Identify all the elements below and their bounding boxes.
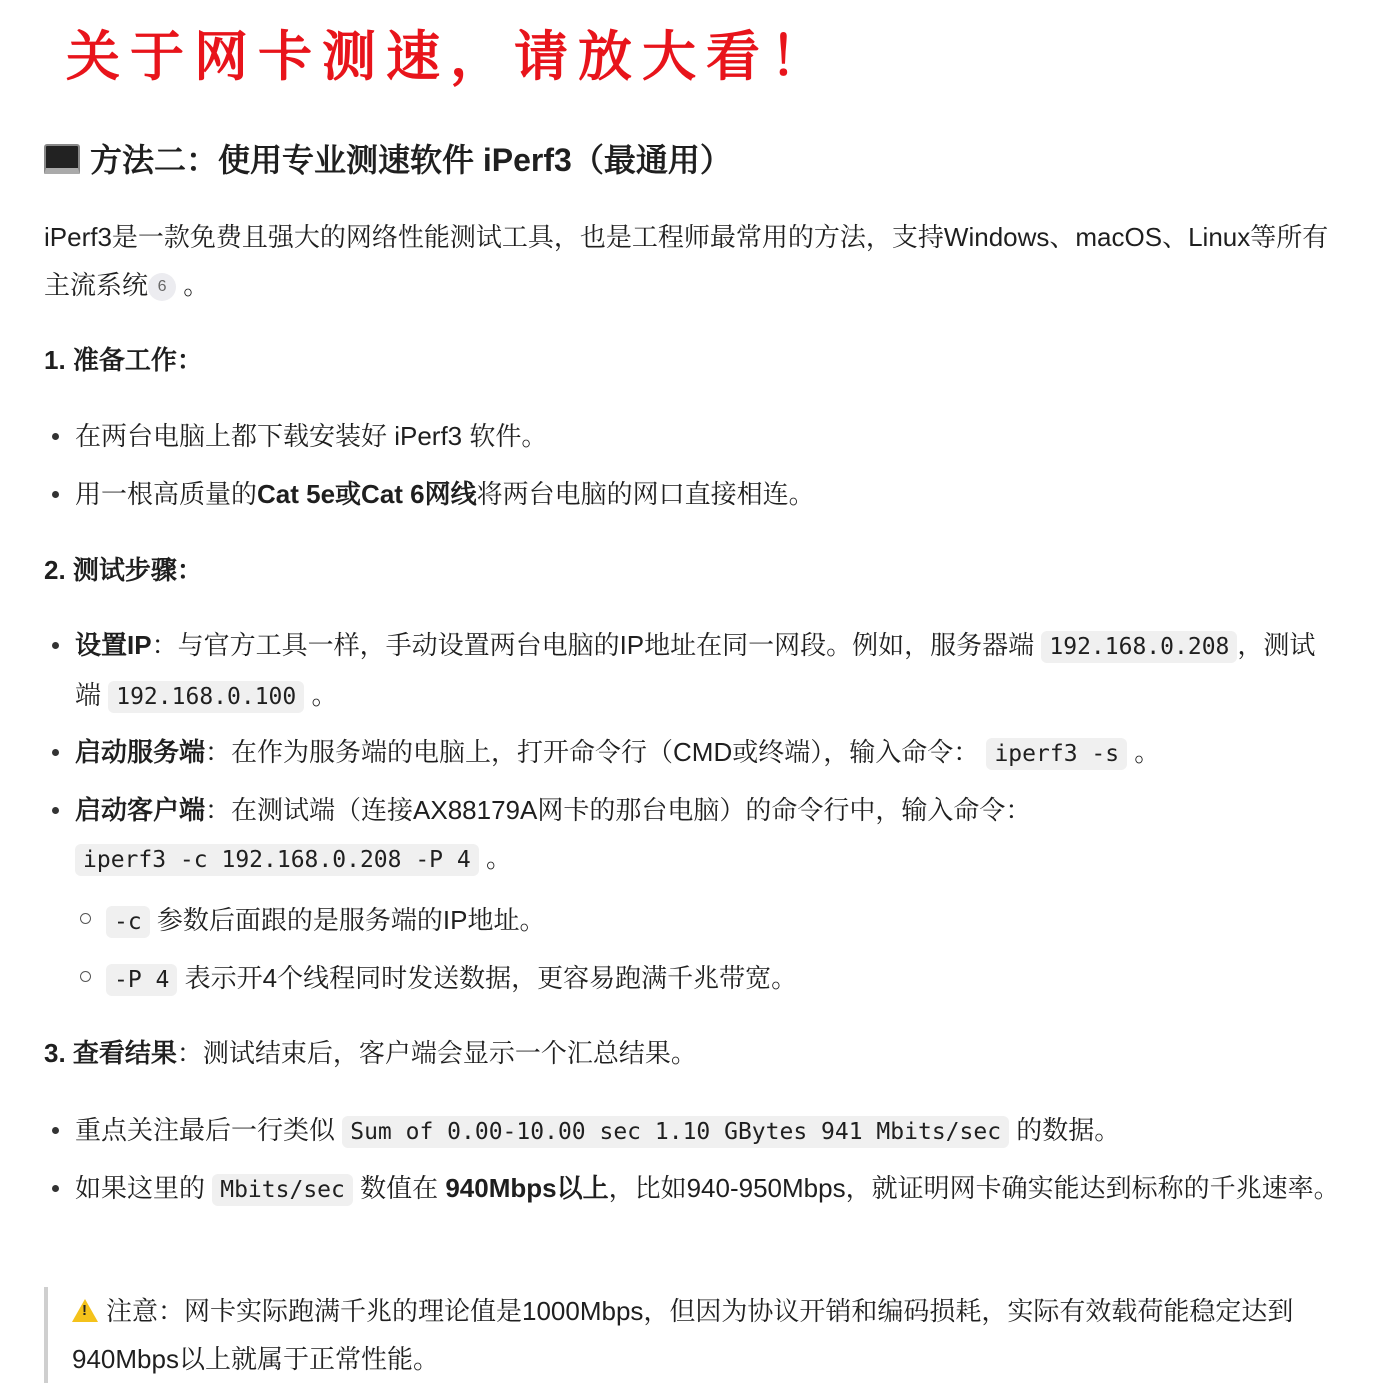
text-segment: ，测试端: [75, 630, 1316, 710]
results-heading: [44, 1029, 1340, 1077]
inline-code: 192.168.0.100: [108, 681, 304, 713]
inline-code: iperf3 -s: [986, 738, 1127, 770]
steps-title: 测试步骤：: [72, 555, 203, 585]
steps-num: 2.: [44, 555, 73, 585]
bold-text: 设置IP: [75, 630, 152, 660]
bold-text: Cat 5e或Cat 6网线: [257, 479, 477, 509]
sub-list-item: [44, 954, 1340, 1004]
text-segment: 如果这里的: [75, 1173, 213, 1203]
text-segment: iPerf3是一款免费且强大的网络性能测试工具，也是工程师最常用的方法，支持Windows、macOS、Linux等所有主流系统: [44, 222, 1329, 300]
text-segment: ：测试结束后，客户端会显示一个汇总结果。: [176, 1038, 697, 1068]
warning-note: [44, 1287, 1340, 1383]
text-segment: 数值在: [352, 1173, 446, 1203]
text-segment: 重点关注最后一行类似: [75, 1115, 343, 1145]
bold-text: 3. 查看结果: [44, 1038, 177, 1068]
steps-heading: [44, 546, 1340, 594]
prep-title: 准备工作：: [72, 345, 203, 375]
list-item: [44, 1106, 1340, 1156]
text-segment: 用一根高质量的: [75, 479, 258, 509]
warning-icon: [72, 1299, 98, 1322]
text-segment: 参数后面跟的是服务端的IP地址。: [149, 905, 546, 935]
section-heading: [44, 132, 1340, 188]
note-text: [72, 1296, 1293, 1374]
list-item: [44, 728, 1340, 778]
list-item: [44, 621, 1340, 721]
heading-text: 方法二：使用专业测速软件 iPerf3（最通用）: [90, 142, 732, 178]
prep-heading: [44, 336, 1340, 384]
text-segment: 。: [304, 680, 338, 710]
laptop-icon: [44, 144, 80, 174]
inline-code: Mbits/sec: [212, 1174, 353, 1206]
text-segment: ：在测试端（连接AX88179A网卡的那台电脑）的命令行中，输入命令：: [205, 795, 1032, 825]
inline-code: -c: [106, 906, 150, 938]
bold-text: 启动服务端: [75, 737, 206, 767]
bold-text: 启动客户端: [75, 795, 206, 825]
list-item: [44, 786, 1100, 884]
banner-title: 关于网卡测速，请放大看！: [66, 24, 834, 88]
prep-num: 1.: [44, 345, 73, 375]
list-item: [44, 412, 1340, 460]
text-segment: ：在作为服务端的电脑上，打开命令行（CMD或终端），输入命令：: [205, 737, 987, 767]
text-segment: 表示开4个线程同时发送数据，更容易跑满千兆带宽。: [177, 963, 798, 993]
text-segment: 的数据。: [1009, 1115, 1121, 1145]
list-item: [44, 1164, 1340, 1214]
inline-code: 192.168.0.208: [1041, 631, 1237, 663]
text-segment: 在两台电脑上都下载安装好 iPerf3 软件。: [75, 421, 548, 451]
sub-list-item: [44, 896, 1340, 946]
list-item: [44, 470, 1340, 518]
inline-code: -P 4: [106, 964, 177, 996]
text-segment: 注意：网卡实际跑满千兆的理论值是1000Mbps，但因为协议开销和编码损耗，实际有效载荷能稳定达到940Mbps以上就属于正常性能。: [72, 1296, 1294, 1374]
text-segment: 。: [176, 270, 210, 300]
citation-badge[interactable]: 6: [148, 273, 176, 301]
text-segment: 将两台电脑的网口直接相连。: [476, 479, 815, 509]
inline-code: Sum of 0.00-10.00 sec 1.10 GBytes 941 Mbits/sec: [342, 1116, 1009, 1148]
inline-code: iperf3 -c 192.168.0.208 -P 4: [75, 844, 479, 876]
text-segment: ：与官方工具一样，手动设置两台电脑的IP地址在同一网段。例如，服务器端: [151, 630, 1042, 660]
intro-paragraph: [44, 213, 1340, 309]
text-segment: 。: [1127, 737, 1161, 767]
text-segment: 。: [478, 843, 512, 873]
bold-text: 940Mbps以上: [445, 1173, 609, 1203]
text-segment: ，比如940-950Mbps，就证明网卡确实能达到标称的千兆速率。: [608, 1173, 1340, 1203]
